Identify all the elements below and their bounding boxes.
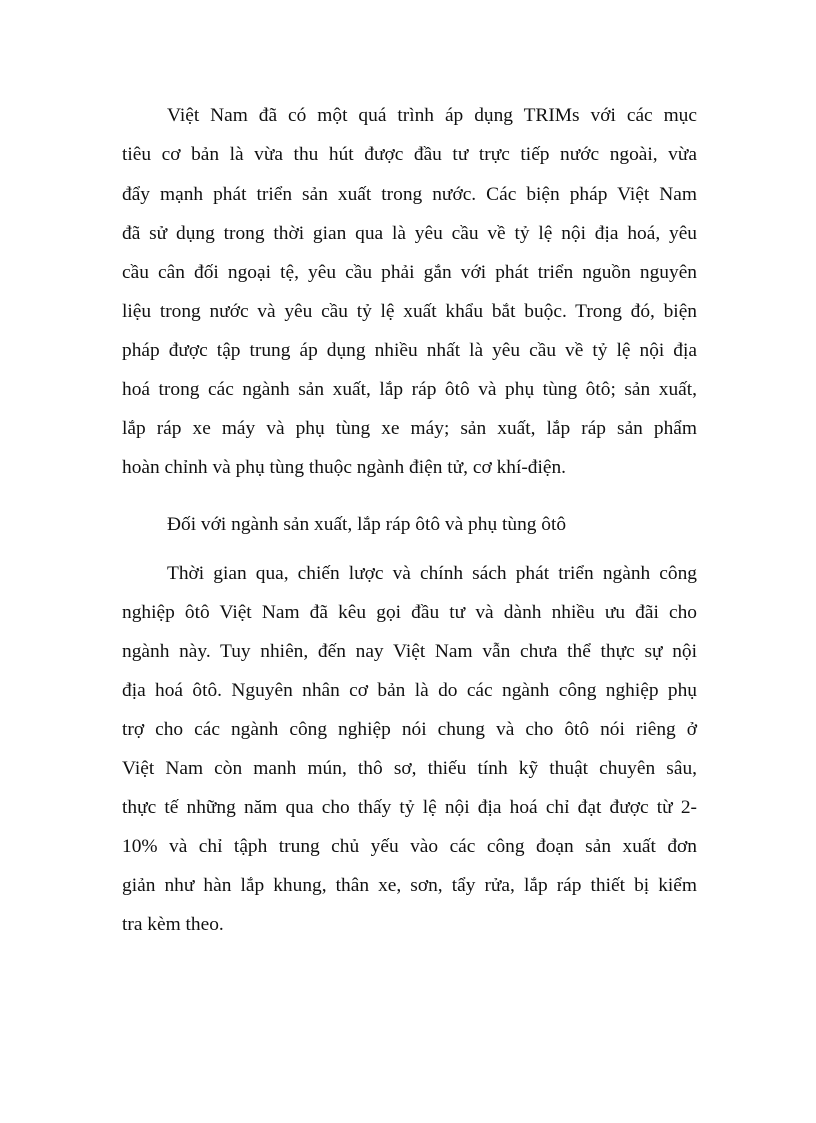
paragraph-line: thực tế những năm qua cho thấy tỷ lệ nội địa hoá chỉ đạt được từ 2- [122,797,697,818]
paragraph-line: đã sử dụng trong thời gian qua là yêu cầu về tỷ lệ nội địa hoá, yêu [122,223,697,244]
paragraph-line: Việt Nam còn manh mún, thô sơ, thiếu tính kỹ thuật chuyên sâu, [122,758,697,779]
section-heading: Đối với ngành sản xuất, lắp ráp ôtô và phụ tùng ôtô [167,514,567,535]
paragraph-line: giản như hàn lắp khung, thân xe, sơn, tẩy rửa, lắp ráp thiết bị kiểm [122,875,697,896]
paragraph-line: pháp được tập trung áp dụng nhiều nhất là yêu cầu về tỷ lệ nội địa [122,340,697,361]
paragraph-line: trợ cho các ngành công nghiệp nói chung và cho ôtô nói riêng ở [122,719,697,740]
paragraph-line: ngành này. Tuy nhiên, đến nay Việt Nam vẫn chưa thể thực sự nội [122,641,697,662]
paragraph-line: lắp ráp xe máy và phụ tùng xe máy; sản xuất, lắp ráp sản phẩm [122,418,697,439]
paragraph-line: 10% và chỉ tậph trung chủ yếu vào các công đoạn sản xuất đơn [122,836,697,857]
paragraph-line: Việt Nam đã có một quá trình áp dụng TRIMs với các mục [167,105,697,126]
paragraph-line: tra kèm theo. [122,914,224,935]
paragraph-line: đẩy mạnh phát triển sản xuất trong nước. Các biện pháp Việt Nam [122,184,697,205]
paragraph-line: hoàn chỉnh và phụ tùng thuộc ngành điện tử, cơ khí-điện. [122,457,567,478]
paragraph-line: cầu cân đối ngoại tệ, yêu cầu phải gắn với phát triển nguồn nguyên [122,262,697,283]
paragraph-line: địa hoá ôtô. Nguyên nhân cơ bản là do các ngành công nghiệp phụ [122,680,697,701]
paragraph-line: liệu trong nước và yêu cầu tỷ lệ xuất khẩu bắt buộc. Trong đó, biện [122,301,697,322]
paragraph-line: nghiệp ôtô Việt Nam đã kêu gọi đầu tư và dành nhiều ưu đãi cho [122,602,697,623]
paragraph-line: hoá trong các ngành sản xuất, lắp ráp ôtô và phụ tùng ôtô; sản xuất, [122,379,697,400]
paragraph-line: tiêu cơ bản là vừa thu hút được đầu tư trực tiếp nước ngoài, vừa [122,144,697,165]
paragraph-line: Thời gian qua, chiến lược và chính sách phát triển ngành công [167,563,697,584]
